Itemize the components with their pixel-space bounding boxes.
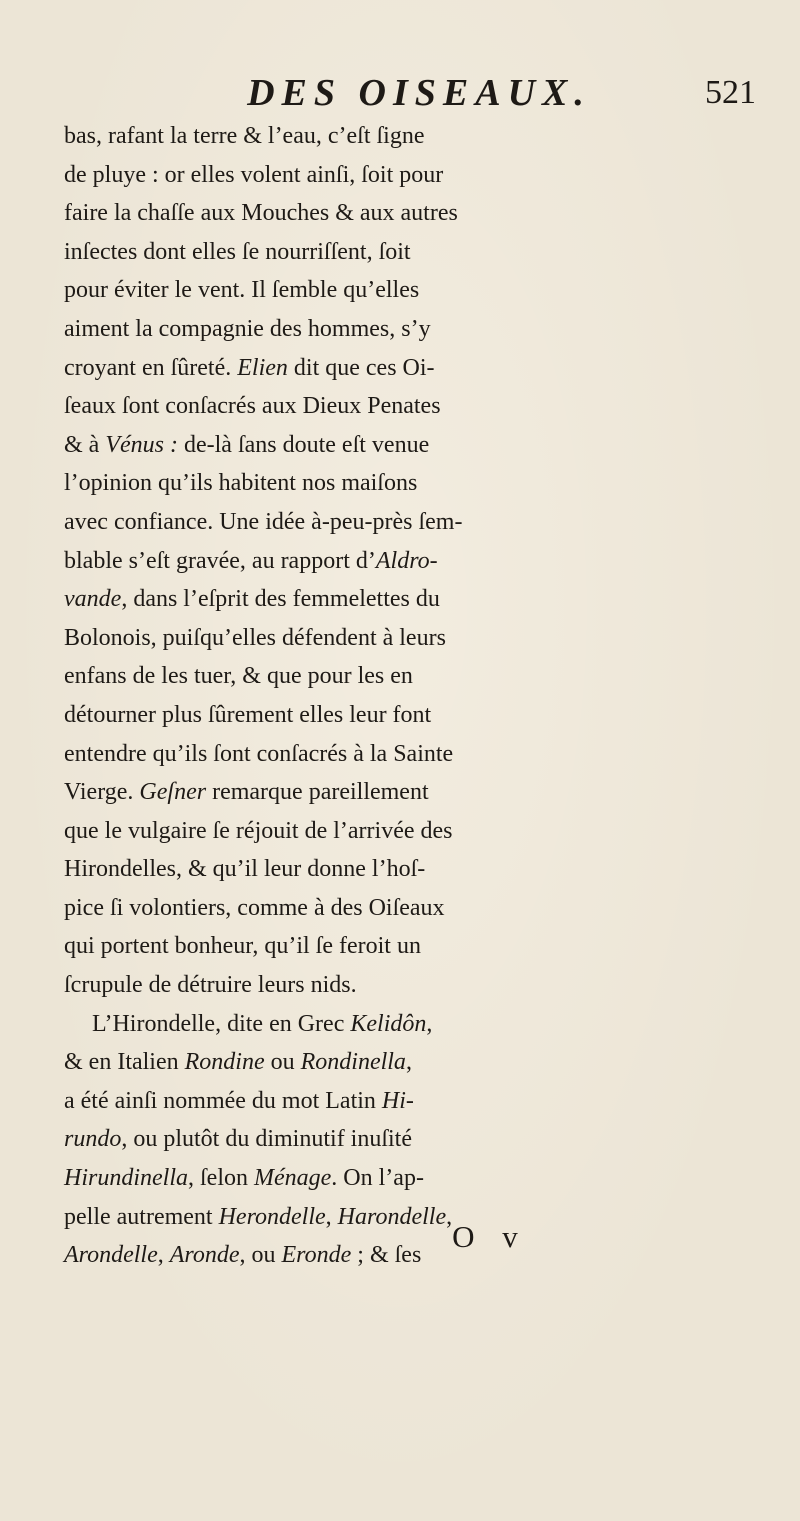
text-line bbox=[64, 387, 784, 426]
text-segment: , bbox=[446, 1203, 453, 1230]
text-line bbox=[64, 580, 784, 619]
text-segment: , bbox=[405, 1049, 412, 1076]
text-segment: pice ſi volontiers, comme à des Oiſeaux bbox=[64, 894, 445, 921]
italic-text: Aronde bbox=[169, 1242, 240, 1269]
text-segment: aiment la compagnie des hommes, s’y bbox=[64, 315, 431, 342]
text-line bbox=[64, 233, 784, 272]
text-line bbox=[64, 1043, 784, 1082]
text-line bbox=[64, 1120, 784, 1159]
text-line bbox=[64, 773, 784, 812]
italic-text: Hirundinella bbox=[64, 1165, 188, 1192]
italic-text: Geſner bbox=[139, 779, 207, 806]
text-segment: ou bbox=[264, 1049, 301, 1076]
italic-text: Herondelle bbox=[218, 1203, 326, 1230]
text-segment: , bbox=[157, 1242, 170, 1269]
running-title: DES OISEAUX. bbox=[247, 72, 591, 114]
text-segment: , dans l’eſprit des femmelettes du bbox=[121, 586, 440, 613]
text-segment: ſeaux ſont conſacrés aux Dieux Penates bbox=[64, 393, 441, 420]
text-segment: Hirondelles, & qu’il leur donne l’hoſ- bbox=[64, 856, 426, 883]
text-segment: & en Italien bbox=[64, 1049, 185, 1076]
text-line bbox=[64, 271, 784, 310]
italic-text: Arondelle bbox=[64, 1242, 158, 1269]
text-segment: de pluye : or elles volent ainſi, ſoit pour bbox=[64, 161, 444, 188]
text-segment: que le vulgaire ſe réjouit de l’arrivée des bbox=[64, 817, 453, 844]
text-line bbox=[64, 850, 784, 889]
italic-text: Harondelle bbox=[337, 1203, 447, 1230]
text-segment: ſcrupule de détruire leurs nids. bbox=[64, 972, 357, 999]
italic-text: Hi- bbox=[381, 1087, 414, 1114]
text-segment: pour éviter le vent. Il ſemble qu’elles bbox=[64, 277, 420, 304]
text-line bbox=[64, 156, 784, 195]
text-line bbox=[64, 889, 784, 928]
italic-text: Ménage bbox=[254, 1165, 332, 1192]
text-segment: , ou bbox=[239, 1242, 282, 1269]
text-segment: faire la chaſſe aux Mouches & aux autres bbox=[64, 200, 458, 227]
text-line bbox=[64, 927, 784, 966]
text-line bbox=[64, 696, 784, 735]
text-segment: blable s’eſt gravée, au rapport d’ bbox=[64, 547, 376, 574]
text-segment: . On l’ap- bbox=[331, 1165, 424, 1192]
text-segment: avec confiance. Une idée à-peu-près ſem- bbox=[64, 508, 463, 535]
text-line bbox=[64, 966, 784, 1005]
text-segment: Vierge. bbox=[64, 779, 140, 806]
text-line bbox=[64, 1159, 784, 1198]
text-segment: , ſelon bbox=[188, 1165, 254, 1192]
text-segment: inſectes dont elles ſe nourriſſent, ſoit bbox=[64, 238, 411, 265]
text-segment: bas, rafant la terre & l’eau, c’eſt ſigne bbox=[64, 123, 425, 149]
text-segment: croyant en ſûreté. bbox=[64, 354, 238, 381]
text-segment: l’opinion qu’ils habitent nos maiſons bbox=[64, 470, 418, 497]
signature-mark: O v bbox=[452, 1219, 528, 1254]
text-segment: remarque pareillement bbox=[206, 779, 429, 806]
italic-text: rundo bbox=[64, 1126, 122, 1153]
text-line bbox=[64, 1082, 784, 1121]
italic-text: Elien bbox=[237, 354, 288, 381]
page-number: 521 bbox=[705, 74, 756, 111]
running-head bbox=[64, 70, 774, 116]
text-line bbox=[64, 657, 784, 696]
text-line bbox=[64, 464, 784, 503]
text-segment: pelle autrement bbox=[64, 1203, 219, 1230]
text-segment: dit que ces Oi- bbox=[287, 354, 435, 381]
text-segment: de-là ſans doute eſt venue bbox=[177, 431, 430, 458]
text-line bbox=[64, 619, 784, 658]
text-segment: , bbox=[325, 1203, 338, 1230]
italic-text: Eronde bbox=[281, 1242, 352, 1269]
text-line bbox=[64, 117, 784, 156]
italic-text: Rondine bbox=[184, 1049, 265, 1076]
text-segment: & à bbox=[64, 431, 106, 458]
text-line bbox=[64, 194, 784, 233]
text-segment: , ou plutôt du diminutif inuſité bbox=[121, 1126, 413, 1153]
italic-text: Kelidôn bbox=[350, 1010, 427, 1037]
text-segment: ; & ſes bbox=[351, 1242, 422, 1269]
body-text bbox=[64, 117, 784, 1275]
italic-text: vande bbox=[64, 586, 122, 613]
text-line bbox=[64, 542, 784, 581]
text-line bbox=[64, 426, 784, 465]
text-segment: Bolonois, puiſqu’elles défendent à leurs bbox=[64, 624, 446, 651]
text-segment: a été ainſi nommée du mot Latin bbox=[64, 1087, 382, 1114]
text-line bbox=[64, 503, 784, 542]
text-line bbox=[64, 1005, 784, 1044]
text-line bbox=[64, 735, 784, 774]
text-segment: enfans de les tuer, & que pour les en bbox=[64, 663, 413, 690]
text-segment: , bbox=[426, 1010, 433, 1037]
text-segment: détourner plus ſûrement elles leur font bbox=[64, 701, 432, 728]
text-segment: qui portent bonheur, qu’il ſe feroit un bbox=[64, 933, 421, 960]
text-line bbox=[64, 349, 784, 388]
italic-text: Aldro- bbox=[375, 547, 438, 574]
text-line bbox=[64, 310, 784, 349]
text-segment: entendre qu’ils ſont conſacrés à la Sainte bbox=[64, 740, 454, 767]
italic-text: Rondinella bbox=[300, 1049, 406, 1076]
text-line bbox=[64, 812, 784, 851]
italic-text: Vénus : bbox=[105, 431, 178, 458]
text-segment: L’Hirondelle, dite en Grec bbox=[92, 1010, 351, 1037]
